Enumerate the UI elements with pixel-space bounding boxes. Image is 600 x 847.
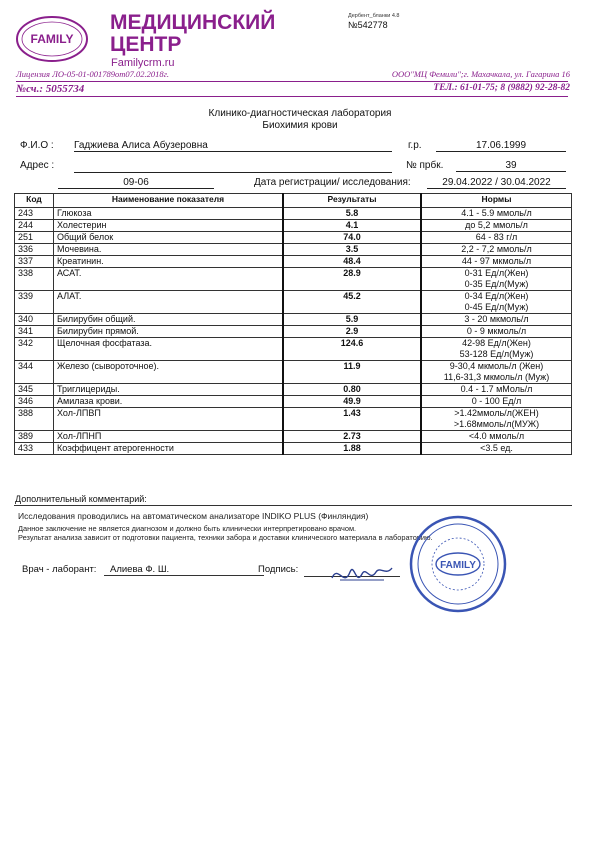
cell-name: Триглицериды.: [54, 384, 284, 396]
norm-line: 0 - 100 Ед/л: [471, 396, 522, 406]
table-row: [15, 220, 572, 232]
cell-code: 336: [15, 244, 54, 256]
cell-name: АСАТ.: [54, 268, 284, 291]
cell-code: 344: [15, 361, 54, 384]
brand-title: МЕДИЦИНСКИЙ ЦЕНТР: [110, 11, 276, 56]
norm-line: 53-128 Ед/л(Муж): [459, 349, 534, 359]
col-code-header: Код: [15, 194, 54, 208]
table-row: [15, 244, 572, 256]
disclaimer-2: Результат анализа зависит от подготовки пациента, техники забора и доставки клинического материала в лабораторию.: [18, 533, 433, 542]
cell-name: Хол-ЛПВП: [54, 408, 284, 431]
cell-norm: [421, 396, 572, 408]
cell-result: 2.9: [283, 326, 421, 338]
cell-code: 243: [15, 208, 54, 220]
norm-line: 9-30,4 мкмоль/л (Жен): [449, 361, 544, 371]
norm-line: до 5,2 ммоль/л: [465, 220, 528, 230]
col-norm-header: Нормы: [421, 194, 572, 208]
table-row: [15, 291, 572, 314]
website: Familycrm.ru: [111, 57, 175, 69]
cell-result: 0.80: [283, 384, 421, 396]
family-logo: [14, 13, 90, 65]
date-value: 29.04.2022 / 30.04.2022: [427, 177, 566, 189]
cell-result: 5.8: [283, 208, 421, 220]
invoice-number: №сч.: 5055734: [16, 83, 85, 95]
form-code: Дербент_бланки 4.8: [348, 13, 400, 19]
cell-result: 11.9: [283, 361, 421, 384]
norm-line: >1.42ммоль/л(ЖЕН): [454, 408, 539, 418]
cell-name: Коэффицент атерогенности: [54, 443, 284, 455]
cell-result: 5.9: [283, 314, 421, 326]
cell-code: 340: [15, 314, 54, 326]
dob-label: г.р.: [408, 140, 422, 151]
cell-result: 49.9: [283, 396, 421, 408]
table-row: [15, 361, 572, 384]
signature-label: Подпись:: [258, 564, 299, 575]
table-row: [15, 208, 572, 220]
cell-result: 2.73: [283, 431, 421, 443]
table-row: [15, 408, 572, 431]
fio-label: Ф.И.О :: [20, 140, 54, 151]
cell-name: Мочевина.: [54, 244, 284, 256]
cell-result: 1.43: [283, 408, 421, 431]
logo-text: FAMILY: [30, 32, 74, 46]
table-row: [15, 326, 572, 338]
norm-line: <4.0 ммоль/л: [468, 431, 525, 441]
cell-code: 337: [15, 256, 54, 268]
cell-norm: [421, 291, 572, 314]
cell-norm: [421, 244, 572, 256]
disclaimer-1: Данное заключение не является диагнозом и должно быть клинически интерпретировано врачом.: [18, 524, 357, 533]
cell-norm: [421, 326, 572, 338]
table-row: [15, 256, 572, 268]
cell-norm: [421, 384, 572, 396]
norm-line: <3.5 ед.: [480, 443, 513, 453]
cell-code: 338: [15, 268, 54, 291]
norm-line: 64 - 83 г/л: [475, 232, 518, 242]
form-number: №542778: [348, 20, 388, 30]
cell-result: 74.0: [283, 232, 421, 244]
table-row: [15, 232, 572, 244]
comment-divider: [14, 505, 572, 506]
norm-line: 2,2 - 7,2 ммоль/л: [461, 244, 532, 254]
cell-name: Железо (сывороточное).: [54, 361, 284, 384]
address-label: Адрес :: [20, 160, 55, 171]
address-value: [74, 160, 392, 173]
cell-norm: [421, 256, 572, 268]
norm-line: 0-34 Ед/л(Жен): [464, 291, 529, 301]
phones: ТЕЛ.: 61-01-75; 8 (9882) 92-28-82: [433, 83, 570, 93]
lab-title: Клинико-диагностическая лаборатория: [208, 108, 392, 119]
norm-line: 0-31 Ед/л(Жен): [464, 268, 529, 278]
analyzer-note: Исследования проводились на автоматическом анализаторе INDIKO PLUS (Финляндия): [18, 511, 369, 521]
table-header-row: [15, 194, 572, 208]
sample-label: № прбк.: [406, 160, 444, 171]
cell-code: 251: [15, 232, 54, 244]
cell-name: Креатинин.: [54, 256, 284, 268]
cell-result: 48.4: [283, 256, 421, 268]
col-name-header: Наименование показателя: [54, 194, 284, 208]
results-table: [14, 193, 572, 455]
cell-name: Хол-ЛПНП: [54, 431, 284, 443]
cell-norm: [421, 361, 572, 384]
cell-norm: [421, 268, 572, 291]
cell-norm: [421, 338, 572, 361]
cell-name: Билирубин общий.: [54, 314, 284, 326]
col-result-header: Результаты: [283, 194, 421, 208]
cell-norm: [421, 408, 572, 431]
fio-value: Гаджиева Алиса Абузеровна: [74, 140, 392, 152]
doctor-name: Алиева Ф. Ш.: [104, 564, 264, 576]
cell-result: 124.6: [283, 338, 421, 361]
header-divider: [16, 81, 568, 82]
cell-result: 1.88: [283, 443, 421, 455]
cell-result: 28.9: [283, 268, 421, 291]
org-address: ООО"МЦ Фемили";г. Махачкала, ул. Гагарина 16: [391, 69, 570, 79]
norm-line: 4.1 - 5.9 ммоль/л: [461, 208, 532, 218]
cell-code: 244: [15, 220, 54, 232]
norm-line: 0-35 Ед/л(Муж): [464, 279, 529, 289]
cell-code: 339: [15, 291, 54, 314]
cell-code: 341: [15, 326, 54, 338]
cell-code: 433: [15, 443, 54, 455]
norm-line: 11,6-31,3 мкмоль/л (Муж): [443, 372, 550, 382]
norm-line: 3 - 20 мкмоль/л: [464, 314, 529, 324]
stamp-seal: [408, 514, 508, 614]
doctor-label: Врач - лаборант:: [22, 564, 97, 575]
cell-result: 3.5: [283, 244, 421, 256]
cell-norm: [421, 220, 572, 232]
cell-norm: [421, 208, 572, 220]
cell-name: Билирубин прямой.: [54, 326, 284, 338]
date-label: Дата регистрации/ исследования:: [254, 177, 411, 188]
sample-value: 39: [456, 160, 566, 172]
cell-norm: [421, 431, 572, 443]
table-row: [15, 396, 572, 408]
header-divider-2: [16, 96, 568, 97]
norm-line: 0-45 Ед/л(Муж): [464, 302, 529, 312]
lab-subtitle: Биохимия крови: [262, 120, 338, 131]
cell-result: 4.1: [283, 220, 421, 232]
norm-line: 42-98 Ед/л(Жен): [462, 338, 531, 348]
cell-code: 388: [15, 408, 54, 431]
norm-line: 44 - 97 мкмоль/л: [461, 256, 532, 266]
seal-text: FAMILY: [440, 560, 476, 571]
cell-norm: [421, 314, 572, 326]
department-value: 09-06: [58, 177, 214, 189]
cell-name: Амилаза крови.: [54, 396, 284, 408]
dob-value: 17.06.1999: [436, 140, 566, 152]
cell-result: 45.2: [283, 291, 421, 314]
cell-name: Холестерин: [54, 220, 284, 232]
table-row: [15, 443, 572, 455]
cell-name: АЛАТ.: [54, 291, 284, 314]
cell-name: Щелочная фосфатаза.: [54, 338, 284, 361]
table-row: [15, 384, 572, 396]
norm-line: 0 - 9 мкмоль/л: [466, 326, 527, 336]
table-row: [15, 314, 572, 326]
additional-comment-label: Дополнительный комментарий:: [15, 494, 147, 504]
license: Лицензия ЛО-05-01-001789от07.02.2018г.: [16, 69, 169, 79]
cell-name: Глюкоза: [54, 208, 284, 220]
cell-code: 346: [15, 396, 54, 408]
table-row: [15, 431, 572, 443]
cell-norm: [421, 232, 572, 244]
signature-mark: [326, 558, 396, 592]
cell-norm: [421, 443, 572, 455]
norm-line: >1.68ммоль/л(МУЖ): [453, 419, 540, 429]
cell-code: 342: [15, 338, 54, 361]
cell-name: Общий белок: [54, 232, 284, 244]
norm-line: 0.4 - 1.7 мМоль/л: [460, 384, 533, 394]
table-row: [15, 268, 572, 291]
cell-code: 345: [15, 384, 54, 396]
table-row: [15, 338, 572, 361]
cell-code: 389: [15, 431, 54, 443]
